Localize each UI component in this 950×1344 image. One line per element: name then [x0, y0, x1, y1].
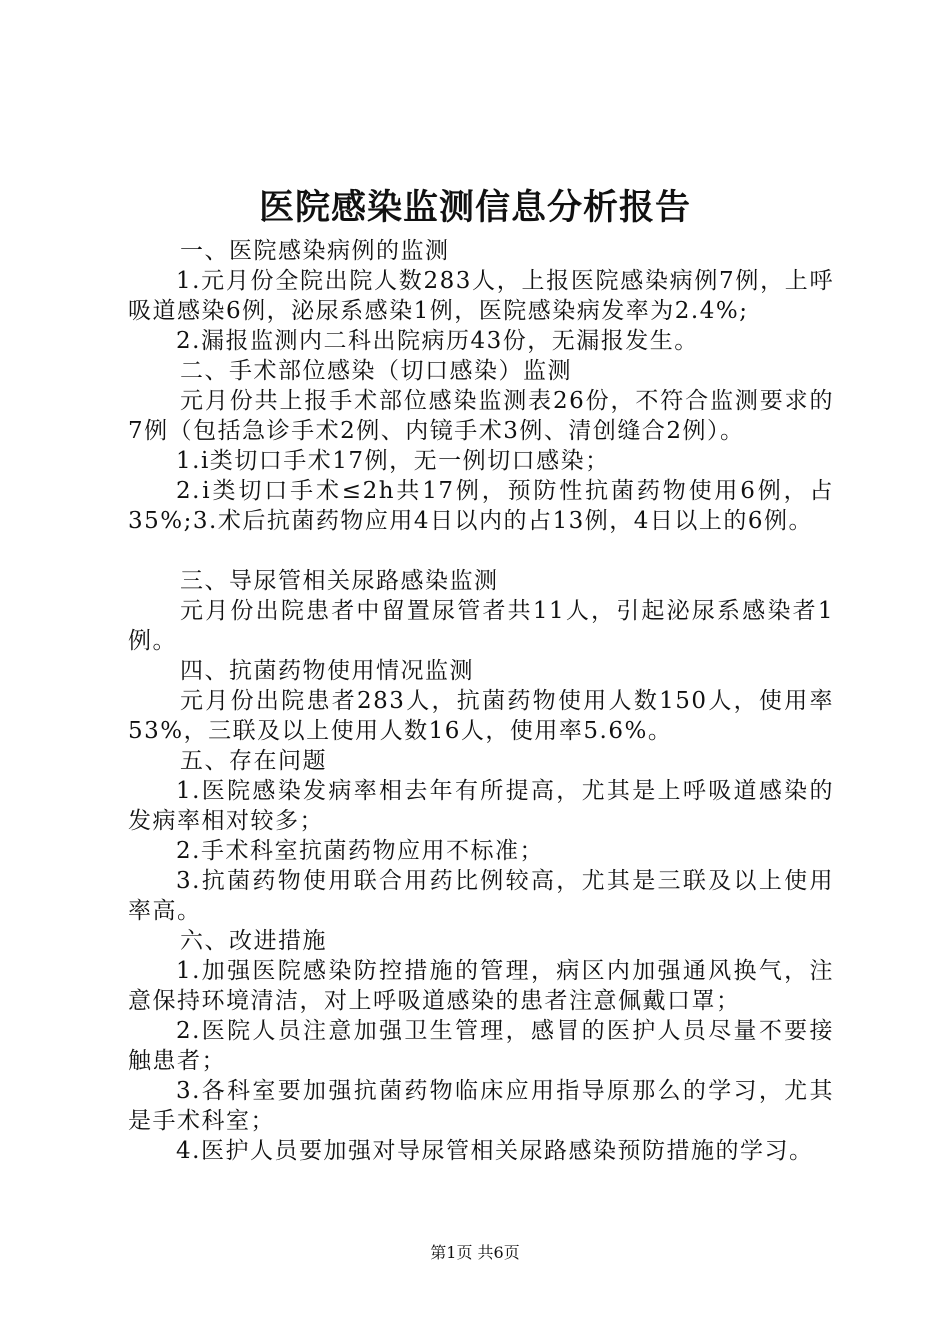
paragraph: 1.加强医院感染防控措施的管理，病区内加强通风换气，注意保持环境清洁，对上呼吸道感染的患者注意佩戴口罩； — [128, 958, 834, 1014]
section-heading-4: 四、抗菌药物使用情况监测 — [180, 658, 474, 684]
section-heading-2: 二、手术部位感染（切口感染）监测 — [180, 358, 572, 384]
paragraph: 3.各科室要加强抗菌药物临床应用指导原那么的学习，尤其是手术科室； — [128, 1078, 834, 1134]
paragraph: 2.漏报监测内二科出院病历43份，无漏报发生。 — [176, 328, 699, 354]
section-heading-6: 六、改进措施 — [180, 928, 327, 954]
paragraph: 1.医院感染发病率相去年有所提高，尤其是上呼吸道感染的发病率相对较多； — [128, 778, 834, 834]
paragraph: 1.ⅰ类切口手术17例，无一例切口感染； — [176, 448, 610, 474]
section-heading-3: 三、导尿管相关尿路感染监测 — [180, 568, 499, 594]
paragraph: 3.抗菌药物使用联合用药比例较高，尤其是三联及以上使用率高。 — [128, 868, 834, 924]
paragraph: 2.ⅰ类切口手术≤2h共17例，预防性抗菌药物使用6例，占35%;3.术后抗菌药物应用4日以内的占13例，4日以上的6例。 — [128, 478, 834, 534]
page-footer: 第1页 共6页 — [430, 1243, 520, 1262]
paragraph: 1.元月份全院出院人数283人，上报医院感染病例7例，上呼吸道感染6例，泌尿系感染1例，医院感染病发率为2.4%; — [128, 268, 834, 324]
document-title: 医院感染监测信息分析报告 — [258, 188, 691, 228]
paragraph: 元月份共上报手术部位感染监测表26份，不符合监测要求的7例（包括急诊手术2例、内镜手术3例、清创缝合2例）。 — [128, 388, 834, 444]
paragraph: 元月份出院患者283人，抗菌药物使用人数150人，使用率53%，三联及以上使用人数16人，使用率5.6%。 — [128, 688, 834, 744]
paragraph: 元月份出院患者中留置尿管者共11人，引起泌尿系感染者1例。 — [128, 598, 834, 654]
section-heading-1: 一、医院感染病例的监测 — [180, 238, 450, 264]
section-heading-5: 五、存在问题 — [180, 748, 327, 774]
document-body — [128, 236, 834, 1166]
blank-line — [128, 536, 834, 566]
paragraph: 2.医院人员注意加强卫生管理，感冒的医护人员尽量不要接触患者； — [128, 1018, 834, 1074]
paragraph: 2.手术科室抗菌药物应用不标准； — [176, 838, 544, 864]
paragraph: 4.医护人员要加强对导尿管相关尿路感染预防措施的学习。 — [176, 1138, 814, 1164]
